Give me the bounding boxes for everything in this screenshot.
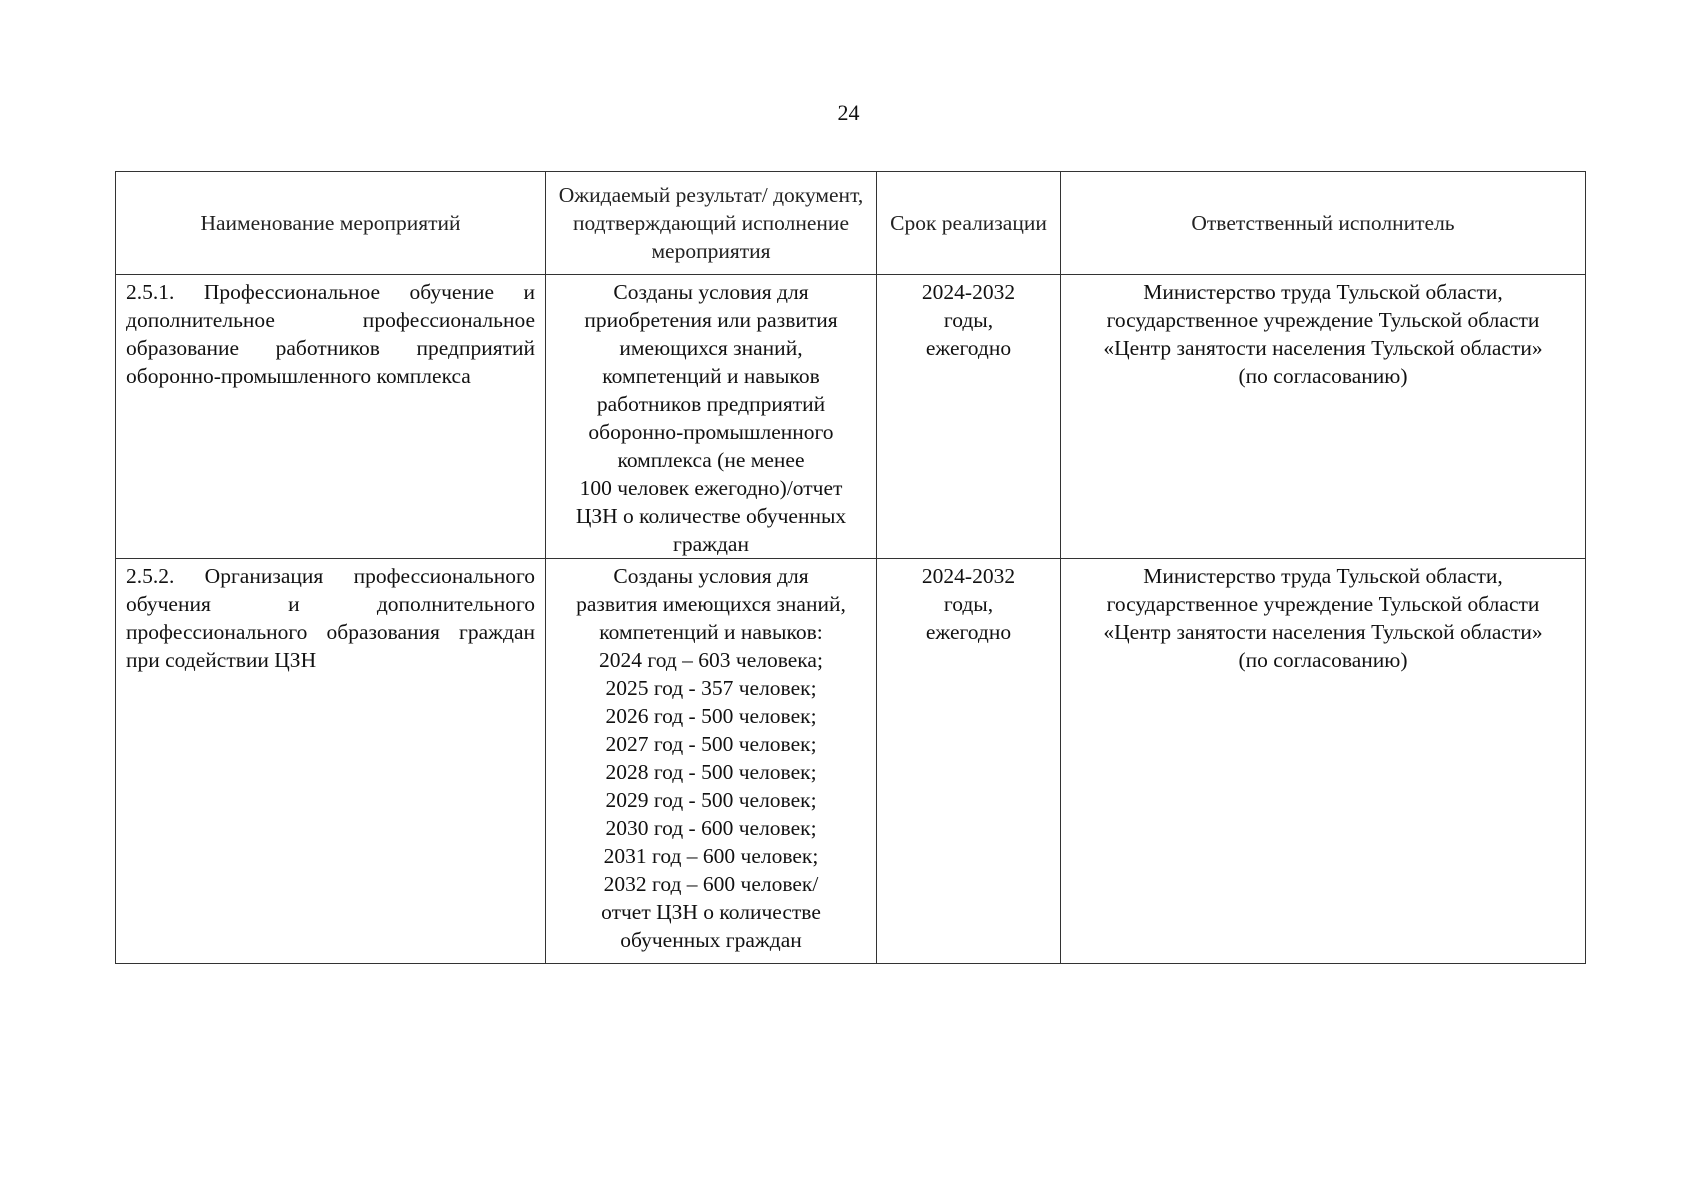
result-line: 2027 год - 500 человек;	[605, 732, 817, 756]
result-line: 2028 год - 500 человек;	[605, 760, 817, 784]
executor-line: Министерство труда Тульской области,	[1143, 280, 1503, 304]
executor-line: государственное учреждение Тульской области	[1106, 308, 1540, 332]
result-line: 2029 год - 500 человек;	[605, 788, 817, 812]
result-line: оборонно-промышленного	[588, 420, 834, 444]
result-line: Созданы условия для	[613, 280, 809, 304]
result-line: компетенций и навыков:	[599, 620, 823, 644]
term-line: 2024-2032	[921, 564, 1016, 588]
page-number: 24	[837, 100, 860, 125]
executor-cell	[1061, 275, 1586, 559]
activity-name-cell: 2.5.1. Профессиональное обучение и дополнительное профессиональное образование работников предприятий оборонно-промышленного комплекса	[116, 275, 546, 559]
executor-line: государственное учреждение Тульской области	[1106, 592, 1540, 616]
result-line: 2026 год - 500 человек;	[605, 704, 817, 728]
expected-result-cell	[546, 559, 877, 964]
header-expected-result: Ожидаемый результат/ документ, подтверждающий исполнение мероприятия	[546, 172, 877, 275]
term-line: ежегодно	[925, 620, 1012, 644]
term-line: 2024-2032	[921, 280, 1016, 304]
result-line: приобретения или развития	[584, 308, 838, 332]
result-line: 2025 год - 357 человек;	[605, 676, 817, 700]
result-line: комплекса (не менее	[617, 448, 805, 472]
activity-name-cell: 2.5.2. Организация профессионального обучения и дополнительного профессионального образования граждан при содействии ЦЗН	[116, 559, 546, 964]
term-cell	[877, 559, 1061, 964]
result-line: 2024 год – 603 человека;	[599, 648, 823, 672]
table-row	[116, 559, 1586, 964]
result-line: развития имеющихся знаний,	[576, 592, 846, 616]
executor-line: «Центр занятости населения Тульской области»	[1103, 620, 1543, 644]
result-line: 2031 год – 600 человек;	[603, 844, 819, 868]
header-term: Срок реализации	[877, 172, 1061, 275]
header-executor: Ответственный исполнитель	[1061, 172, 1586, 275]
term-line: ежегодно	[925, 336, 1012, 360]
result-line: обученных граждан	[620, 928, 802, 952]
result-line: 2032 год – 600 человек/	[603, 872, 819, 896]
result-line: отчет ЦЗН о количестве	[601, 900, 821, 924]
executor-line: (по согласованию)	[1238, 648, 1408, 672]
result-line: граждан	[673, 532, 749, 556]
result-line: ЦЗН о количестве обученных	[575, 504, 847, 528]
executor-cell	[1061, 559, 1586, 964]
executor-line: (по согласованию)	[1238, 364, 1408, 388]
term-line: годы,	[943, 592, 994, 616]
table-header-row	[116, 172, 1586, 275]
result-line: работников предприятий	[596, 392, 826, 416]
executor-line: Министерство труда Тульской области,	[1143, 564, 1503, 588]
result-line: Созданы условия для	[613, 564, 809, 588]
executor-line: «Центр занятости населения Тульской области»	[1103, 336, 1543, 360]
result-line: имеющихся знаний,	[619, 336, 803, 360]
result-line: компетенций и навыков	[602, 364, 820, 388]
header-activity-name: Наименование мероприятий	[116, 172, 546, 275]
activities-table	[115, 171, 1586, 964]
result-line: 2030 год - 600 человек;	[605, 816, 817, 840]
table-row	[116, 275, 1586, 559]
expected-result-cell	[546, 275, 877, 559]
term-cell	[877, 275, 1061, 559]
result-line: 100 человек ежегодно)/отчет	[579, 476, 843, 500]
term-line: годы,	[943, 308, 994, 332]
